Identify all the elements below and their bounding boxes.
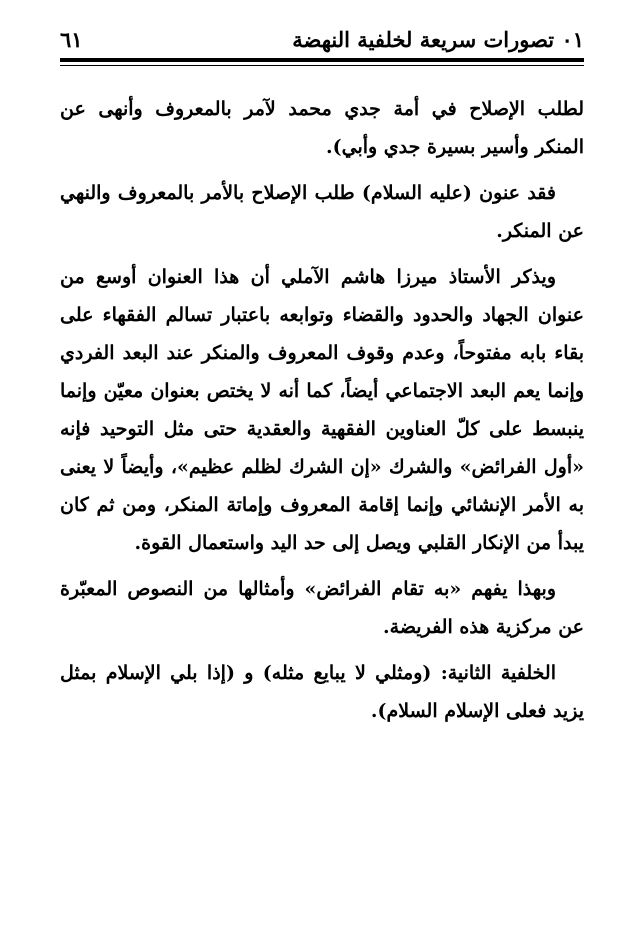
page-header <box>60 22 584 52</box>
paragraph-2: فقد عنون (عليه السلام) طلب الإصلاح بالأمر بالمعروف والنهي عن المنكر. <box>60 182 584 242</box>
page-body <box>60 90 584 730</box>
paragraph-3: ويذكر الأستاذ ميرزا هاشم الآملي أن هذا العنوان أوسع من عنوان الجهاد والحدود والقضاء وتوابعه باعتبار تسالم الفقهاء على بقاء بابه مفتوحاً، وعدم وقوف المعروف والمنكر عند البعد الفردي وإنما يعم البعد الاجتماعي أيضاً، كما أنه لا يختص بعنوان معيّن وإنما ينبسط على كلّ العناوين الفقهية والعقدية حتى مثل التوحيد فإنه «أول الفرائض» والشرك «إن الشرك لظلم عظيم»، وأيضاً لا يعنى به الأمر الإنشائي وإنما إقامة المعروف وإماتة المنكر، ومن ثم كان يبدأ من الإنكار القلبي ويصل إلى حد اليد واستعمال القوة. <box>60 266 584 554</box>
header-rule-thin <box>60 65 584 66</box>
page-number: ٦١ <box>60 27 83 52</box>
paragraph-4: وبهذا يفهم «به تقام الفرائض» وأمثالها من النصوص المعبّرة عن مركزية هذه الفريضة. <box>60 578 584 638</box>
header-rule-thick <box>60 58 584 62</box>
paragraph-5: الخلفية الثانية: (ومثلي لا يبايع مثله) و (إذا بلي الإسلام بمثل يزيد فعلى الإسلام السلام). <box>60 662 584 722</box>
paragraph-1: لطلب الإصلاح في أمة جدي محمد لآمر بالمعروف وأنهى عن المنكر وأسير بسيرة جدي وأبي). <box>60 98 584 158</box>
running-title: ٠١ تصورات سريعة لخلفية النهضة <box>292 27 584 52</box>
